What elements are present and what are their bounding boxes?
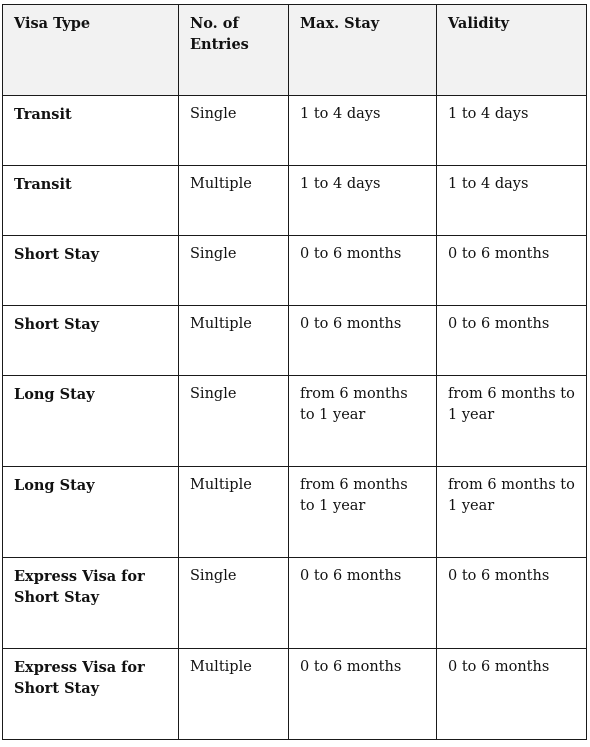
- table-row: [3, 467, 587, 558]
- cell-visa-type: Long Stay: [3, 467, 179, 558]
- cell-entries: Single: [179, 558, 289, 649]
- cell-max-stay: 0 to 6 months: [289, 649, 437, 740]
- cell-visa-type: Short Stay: [3, 236, 179, 306]
- cell-max-stay: 0 to 6 months: [289, 306, 437, 376]
- cell-visa-type: Transit: [3, 166, 179, 236]
- cell-max-stay: from 6 months to 1 year: [289, 376, 437, 467]
- cell-validity: 0 to 6 months: [437, 306, 587, 376]
- table-row: [3, 236, 587, 306]
- cell-validity: 0 to 6 months: [437, 649, 587, 740]
- cell-max-stay: 1 to 4 days: [289, 96, 437, 166]
- cell-validity: 0 to 6 months: [437, 236, 587, 306]
- table-row: [3, 376, 587, 467]
- cell-entries: Multiple: [179, 306, 289, 376]
- table-row: [3, 558, 587, 649]
- header-max-stay: Max. Stay: [289, 5, 437, 96]
- cell-entries: Single: [179, 236, 289, 306]
- cell-entries: Single: [179, 376, 289, 467]
- cell-visa-type: Short Stay: [3, 306, 179, 376]
- cell-validity: 1 to 4 days: [437, 166, 587, 236]
- table-row: [3, 306, 587, 376]
- cell-visa-type: Express Visa for Short Stay: [3, 558, 179, 649]
- cell-entries: Multiple: [179, 649, 289, 740]
- header-number-of-entries: No. of Entries: [179, 5, 289, 96]
- cell-entries: Multiple: [179, 166, 289, 236]
- table-row: [3, 166, 587, 236]
- cell-max-stay: 0 to 6 months: [289, 236, 437, 306]
- cell-visa-type: Express Visa for Short Stay: [3, 649, 179, 740]
- cell-validity: 1 to 4 days: [437, 96, 587, 166]
- table-header-row: [3, 5, 587, 96]
- cell-max-stay: from 6 months to 1 year: [289, 467, 437, 558]
- cell-max-stay: 1 to 4 days: [289, 166, 437, 236]
- header-visa-type: Visa Type: [3, 5, 179, 96]
- cell-max-stay: 0 to 6 months: [289, 558, 437, 649]
- visa-types-table: [2, 4, 587, 740]
- cell-visa-type: Transit: [3, 96, 179, 166]
- cell-visa-type: Long Stay: [3, 376, 179, 467]
- table-row: [3, 649, 587, 740]
- cell-entries: Single: [179, 96, 289, 166]
- cell-validity: 0 to 6 months: [437, 558, 587, 649]
- cell-validity: from 6 months to 1 year: [437, 467, 587, 558]
- table-row: [3, 96, 587, 166]
- cell-entries: Multiple: [179, 467, 289, 558]
- cell-validity: from 6 months to 1 year: [437, 376, 587, 467]
- header-validity: Validity: [437, 5, 587, 96]
